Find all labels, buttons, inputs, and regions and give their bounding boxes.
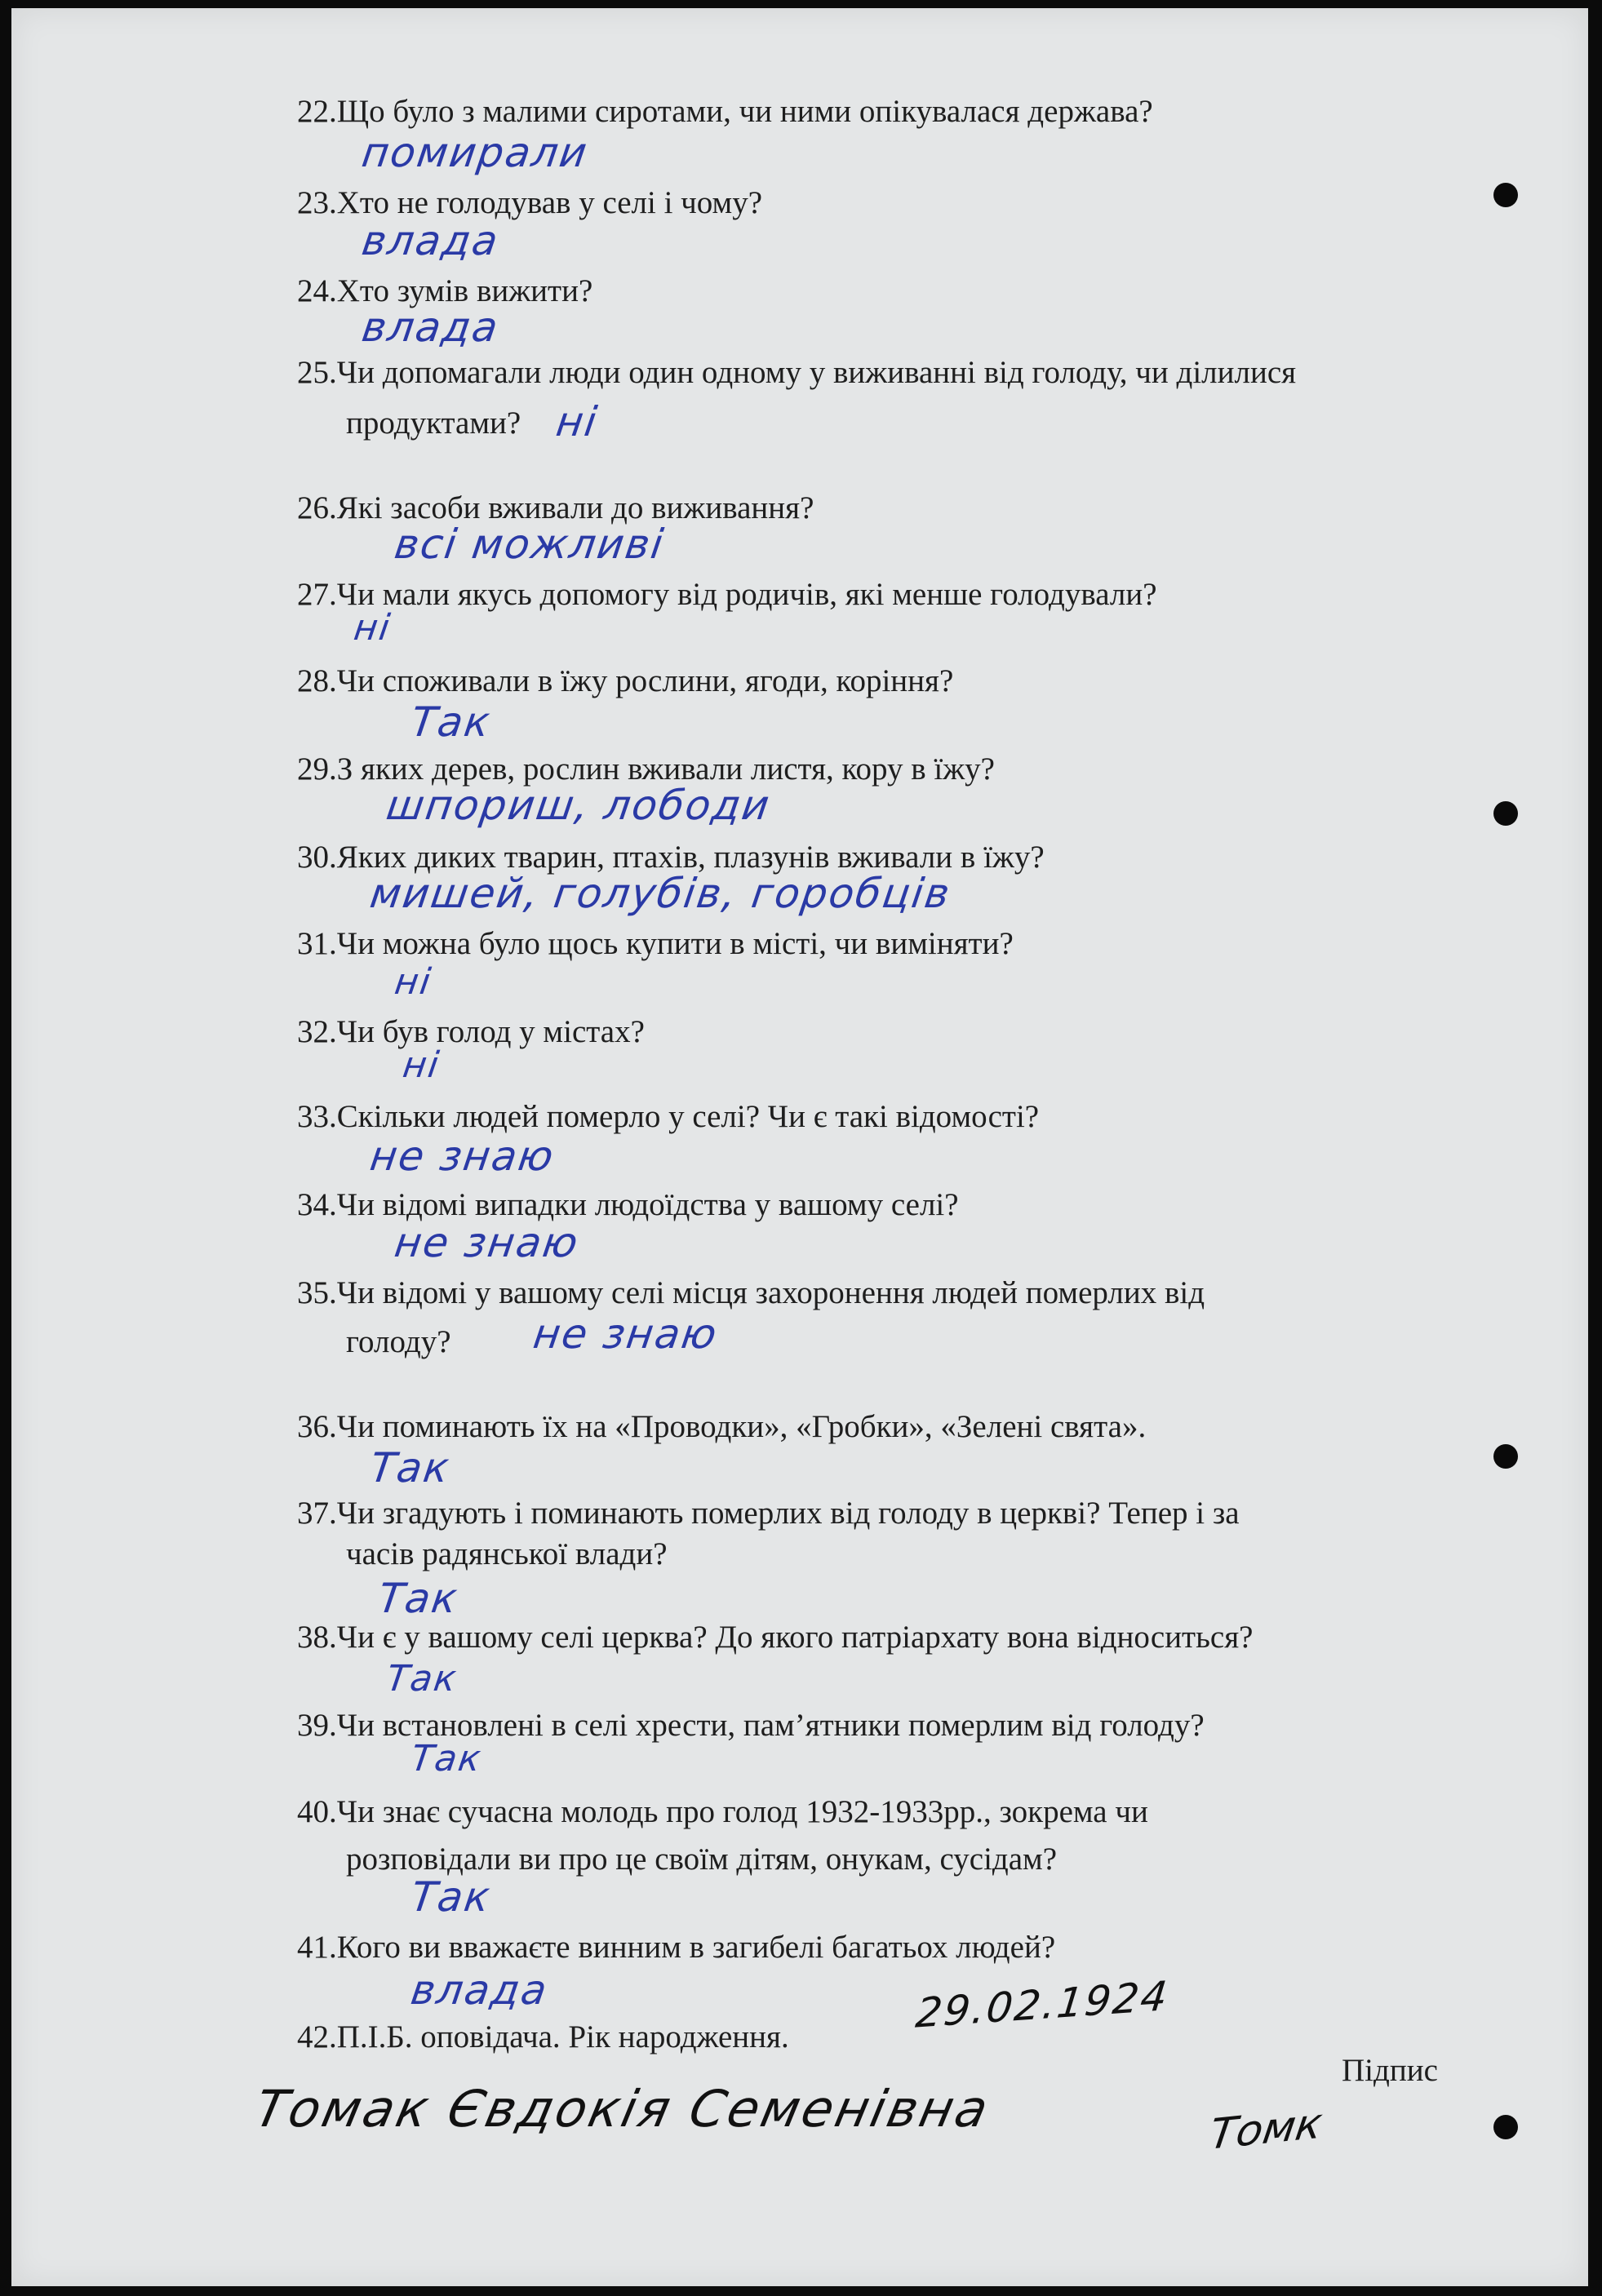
answer-24: влада xyxy=(358,304,503,351)
answer-22: помирали xyxy=(358,129,592,176)
question-31: 31.Чи можна було щось купити в місті, чи виміняти? xyxy=(297,926,1014,961)
birth-date: 29.02.1924 xyxy=(913,1972,1171,2037)
question-42: 42.П.І.Б. оповідача. Рік народження. xyxy=(297,2019,789,2054)
question-28: 28.Чи споживали в їжу рослини, ягоди, коріння? xyxy=(297,663,954,698)
answer-41: влада xyxy=(407,1966,552,2014)
answer-35: не знаю xyxy=(530,1310,721,1358)
answer-36: Так xyxy=(366,1444,454,1492)
question-25: 25.Чи допомагали люди один одному у виживанні від голоду, чи ділилися xyxy=(297,355,1297,390)
question-23: 23.Хто не голодував у селі і чому? xyxy=(297,185,763,220)
question-40-continuation: розповідали ви про це своїм дітям, онукам, сусідам? xyxy=(346,1842,1058,1877)
answer-33: не знаю xyxy=(366,1132,558,1180)
punch-hole xyxy=(1493,801,1518,826)
question-41: 41.Кого ви вважаєте винним в загибелі багатьох людей? xyxy=(297,1930,1056,1965)
answer-30: мишей, голубів, горобців xyxy=(366,870,954,917)
question-35-continuation: голоду? xyxy=(346,1324,451,1359)
question-39: 39.Чи встановлені в селі хрести, пам’ятники померлим від голоду? xyxy=(297,1708,1205,1743)
answer-27: ні xyxy=(351,607,394,649)
question-36: 36.Чи поминають їх на «Проводки», «Гробки», «Зелені свята». xyxy=(297,1409,1147,1444)
question-22: 22.Що було з малими сиротами, чи ними опікувалася держава? xyxy=(297,94,1153,129)
signature: Томк xyxy=(1206,2099,1325,2160)
question-37-continuation: часів радянської влади? xyxy=(346,1536,668,1571)
answer-32: ні xyxy=(400,1044,443,1086)
question-24: 24.Хто зумів вижити? xyxy=(297,273,593,308)
answer-37: Так xyxy=(375,1575,462,1622)
narrator-name: Томак Євдокія Семенівна xyxy=(250,2079,996,2139)
question-40: 40.Чи знає сучасна молодь про голод 1932-1933рр., зокрема чи xyxy=(297,1794,1148,1829)
answer-38: Так xyxy=(384,1658,461,1700)
answer-26: всі можливі xyxy=(391,521,668,568)
answer-29: шпориш, лободи xyxy=(383,782,774,829)
answer-34: не знаю xyxy=(391,1219,583,1266)
question-35: 35.Чи відомі у вашому селі місця захоронення людей померлих від xyxy=(297,1275,1205,1310)
question-30: 30.Яких диких тварин, птахів, плазунів вживали в їжу? xyxy=(297,840,1045,875)
punch-hole xyxy=(1493,2115,1518,2139)
answer-39: Так xyxy=(408,1738,486,1780)
question-29: 29.З яких дерев, рослин вживали листя, кору в їжу? xyxy=(297,751,995,787)
answer-23: влада xyxy=(358,217,503,264)
question-25-continuation: продуктами? xyxy=(346,406,521,441)
question-38: 38.Чи є у вашому селі церква? До якого патріархату вона відноситься? xyxy=(297,1620,1254,1655)
question-27: 27.Чи мали якусь допомогу від родичів, які менше голодували? xyxy=(297,577,1157,612)
answer-40: Так xyxy=(407,1873,495,1921)
questionnaire-page xyxy=(11,8,1588,2286)
question-37: 37.Чи згадують і поминають померлих від голоду в церкві? Тепер і за xyxy=(297,1496,1240,1531)
answer-25: ні xyxy=(552,398,601,445)
question-33: 33.Скільки людей померло у селі? Чи є такі відомості? xyxy=(297,1099,1040,1134)
question-34: 34.Чи відомі випадки людоїдства у вашому селі? xyxy=(297,1187,959,1222)
question-26: 26.Які засоби вживали до виживання? xyxy=(297,490,814,525)
question-32: 32.Чи був голод у містах? xyxy=(297,1014,645,1049)
signature-label: Підпис xyxy=(1342,2053,1438,2088)
answer-31: ні xyxy=(392,961,435,1003)
answer-28: Так xyxy=(407,698,495,746)
